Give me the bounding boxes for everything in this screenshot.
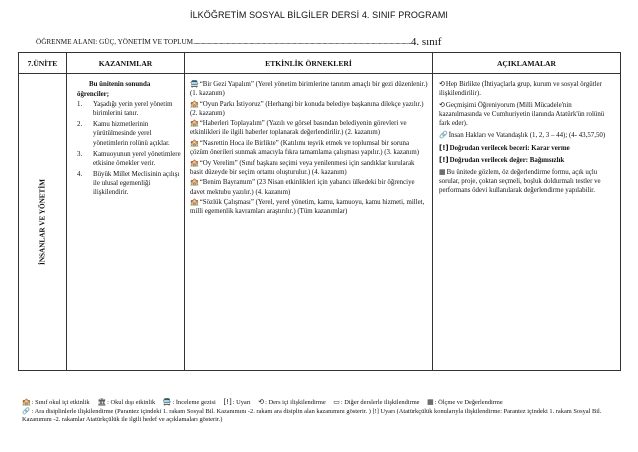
school-icon: 🏫 — [190, 198, 199, 207]
plan-table — [18, 52, 621, 371]
legend-item: ▭: Diğer derslerle ilişkilendirme — [333, 398, 420, 406]
theme-cell — [19, 74, 67, 371]
content-row — [19, 74, 621, 371]
cycle-icon: ⟲ — [258, 398, 265, 406]
legend-item: [!]: Uyarı — [223, 398, 251, 406]
col-activities-header: ETKİNLİK ÖRNEKLERİ — [185, 53, 433, 74]
col-unit-header: 7.ÜNİTE — [19, 53, 67, 74]
list-item: 🚍“Bir Gezi Yapalım” (Yerel yönetim birimlerine tanıtım amaçlı bir gezi düzenlenir.) (1. kazanım) — [190, 80, 428, 98]
bus-icon: 🚍 — [190, 80, 199, 88]
list-item: 3. Kamuoyunun yerel yönetimlere etkisine örnekler verir. — [77, 150, 181, 167]
warning-icon: [!] — [223, 398, 232, 406]
list-item: 1. Yaşadığı yerin yerel yönetim birimlerini tanır. — [77, 101, 173, 118]
school-icon: 🏫 — [190, 119, 199, 128]
dot-leader: ...................................................................................................................................................................................... — [193, 38, 411, 46]
school-icon: 🏫 — [190, 139, 199, 148]
school-icon: 🏫 — [190, 99, 199, 108]
school-icon: 🏫 — [22, 398, 31, 406]
cycle-icon: ⟲ — [439, 101, 445, 110]
assessment-icon: ▦ — [439, 167, 446, 176]
legend — [22, 398, 622, 425]
list-item: 🏫“Benim Bayramım” (23 Nisan etkinlikleri için yabancı ülkedeki bir öğrenciye davet mektubu yazılır.) (4. kazanım) — [190, 178, 415, 196]
legend-item: 🏫: Sınıf okul içi etkinlik — [22, 398, 90, 406]
outcomes-intro-2: öğrenciler; — [77, 91, 110, 99]
bus-icon: 🚍 — [162, 398, 172, 406]
learning-area-line — [36, 36, 536, 48]
warning-icon: [!] — [439, 143, 449, 152]
list-item: 🔗İnsan Hakları ve Vatandaşlık (1, 2, 3 – 44); (4- 43,57,50) — [439, 131, 606, 140]
activities-cell — [185, 74, 433, 371]
cycle-icon: ⟲ — [439, 80, 445, 88]
rectangle-icon: ▭ — [333, 398, 340, 406]
list-item: 2. Kamu hizmetlerinin yürütülmesinde yerel yönetimlerin rolünü açıklar. — [77, 121, 170, 147]
list-item: [!]Doğrudan verilecek değer: Bağımsızlık — [439, 155, 565, 164]
building-icon: 🏛 — [97, 398, 107, 406]
legend-item: ▦: Ölçme ve Değerlendirme — [427, 398, 503, 406]
header-row — [19, 53, 621, 74]
list-item: ⟲Hep Birlikte (İhtiyaçlarla grup, kurum ve sosyal örgütler ilişkilendirilir). — [439, 80, 602, 98]
list-item: ⟲Geçmişimi Öğreniyorum (Milli Mücadele'nin kazanılmasında ve Cumhuriyetin ilanında Atatürk'ün rolünü fark eder). — [439, 101, 605, 128]
legend-line-2: 🔗 : Ara disiplinlerle ilişkilendirme (Parantez içindeki 1. rakam Sosyal Bil. Kazanımını -2. rakam ara disiplin alan kazanımını gösterir. ) [!] Uyarı (Atatürkçülük konularıyla ilişkilendirme: Parantez içindeki 1. rakam Sosyal Bil. Kazanımını -2. rakamlar Atatürkçülük ile ilgili hedef ve açıklamaları gösterir.) — [22, 407, 602, 424]
legend-item: 🏛: Okul dışı etkinlik — [97, 398, 156, 406]
list-item: ▦Bu ünitede gözlem, öz değerlendirme formu, açık uçlu sorular, proje, çoktan seçmeli, boşluk doldurmalı testler ve performans ödevi kullanılarak değerlendirme yapılabilir. — [439, 167, 601, 194]
list-item: 🏫“Oyun Parkı İstiyoruz” (Herhangi bir konuda belediye başkanına dilekçe yazılır.) (2. kazanım) — [190, 99, 424, 117]
list-item: 🏫“Sözlük Çalışması” (Yerel, yerel yönetim, kamu, kamuoyu, kamu hizmeti, millet, milli egemenlik kavramları araştırılır.) (Tüm kazanımlar) — [190, 198, 425, 216]
learning-area-label: ÖĞRENME ALANI: GÜÇ, YÖNETİM VE TOPLUM — [36, 38, 194, 46]
outcomes-intro: Bu ünitenin sonunda — [89, 81, 151, 88]
list-item: 🏫“Oy Verelim” (Sınıf başkanı seçimi veya yenilenmesi için sandıklar kurularak basit düzeyde bir seçim ortamı oluşturulur.) (4. kazanım) — [190, 158, 415, 176]
link-icon: 🔗 — [439, 131, 448, 140]
legend-item: ⟲: Ders içi ilişkilendirme — [258, 398, 326, 406]
list-item: 🏫“Nasrettin Hoca ile Birlikte” (Katılımı teşvik etmek ve toplumsal bir soruna çözüm önerileri sunmak amacıyla fıkra tamamlama çalışması yapılır.) (3. kazanım) — [190, 139, 420, 157]
legend-line-1 — [22, 398, 622, 408]
outcomes-cell — [67, 74, 185, 371]
assessment-icon: ▦ — [427, 398, 434, 406]
school-icon: 🏫 — [190, 178, 199, 187]
list-item: 4. Büyük Millet Meclisinin açılışı ile ulusal egemenliği ilişkilendirir. — [77, 170, 180, 197]
legend-item: 🚍: İnceleme gezisi — [162, 398, 216, 406]
grade-label: 4. sınıf — [410, 36, 442, 48]
outcomes-list — [77, 100, 182, 197]
list-item: [!]Doğrudan verilecek beceri: Karar verme — [439, 143, 570, 152]
notes-cell — [433, 74, 621, 371]
school-icon: 🏫 — [190, 158, 199, 167]
page-title: İLKÖĞRETİM SOSYAL BİLGİLER DERSİ 4. SINIF PROGRAMI — [189, 10, 449, 20]
warning-icon: [!] — [439, 155, 449, 164]
list-item: 🏫“Haberleri Toplayalım” (Yazılı ve görsel basından belediyenin görevleri ve etkinlikleri ile ilgili haberler toplanarak değerlendirilir.) (2. kazanım) — [190, 119, 407, 137]
col-outcomes-header: KAZANIMLAR — [67, 53, 185, 74]
theme-label: İNSANLAR VE YÖNETİM — [37, 179, 46, 265]
col-notes-header: AÇIKLAMALAR — [433, 53, 621, 74]
